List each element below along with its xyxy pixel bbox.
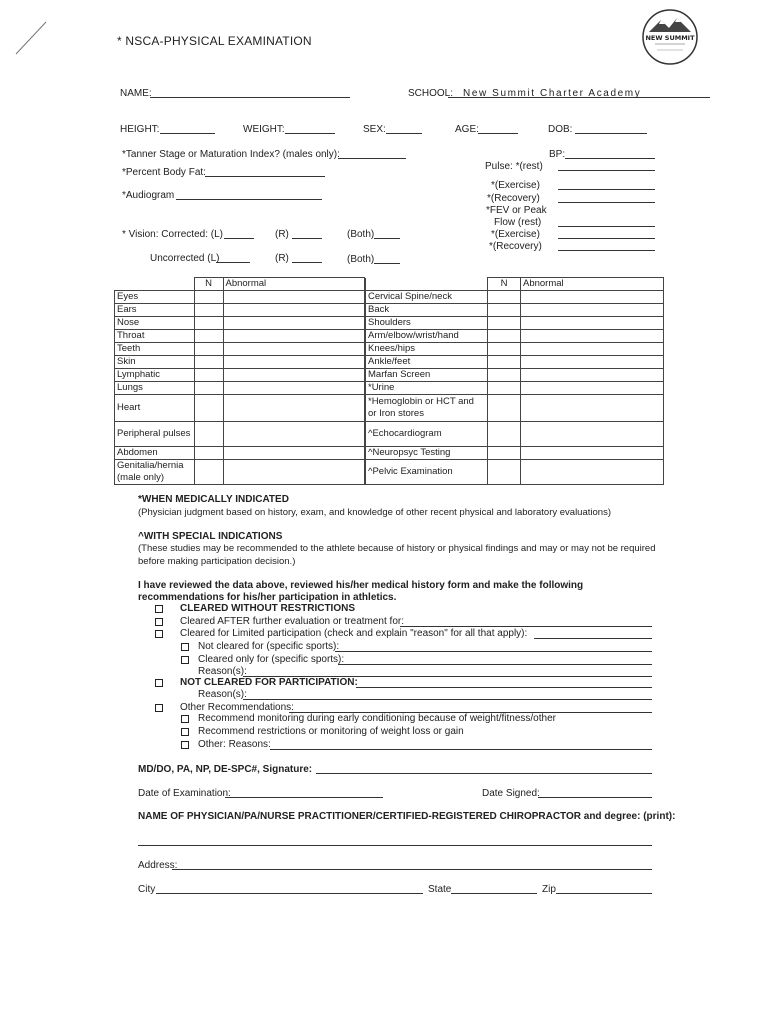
- exam-row-label: Heart: [115, 395, 195, 422]
- age-label: AGE:: [455, 124, 479, 135]
- checkbox-not-cleared[interactable]: [155, 679, 163, 687]
- exam-row-label: Cervical Spine/neck: [366, 291, 488, 304]
- uncorrected-label: Uncorrected (L): [150, 253, 220, 264]
- pulse-label: Pulse: *(rest): [485, 161, 543, 172]
- state-field[interactable]: [451, 893, 537, 894]
- cleared-after-label: Cleared AFTER further evaluation or treatment for:: [180, 616, 404, 627]
- recovery2-label: *(Recovery): [489, 241, 542, 252]
- exam-row-label: ^Neuropsyc Testing: [366, 447, 488, 460]
- abnormal-cell[interactable]: [223, 317, 365, 330]
- vision-l-field[interactable]: [224, 238, 254, 239]
- n-cell[interactable]: [488, 343, 521, 356]
- zip-label: Zip: [542, 884, 556, 895]
- svg-text:NEW SUMMIT: NEW SUMMIT: [645, 34, 695, 42]
- exercise2-field[interactable]: [558, 238, 655, 239]
- abnormal-cell[interactable]: [521, 460, 664, 485]
- n-cell[interactable]: [194, 304, 223, 317]
- not-cleared-label: NOT CLEARED FOR PARTICIPATION:: [180, 677, 358, 688]
- exam-row-label: *Urine: [366, 382, 488, 395]
- limited-participation-label: Cleared for Limited participation (check and explain "reason" for all that apply):: [180, 628, 528, 639]
- n-cell[interactable]: [488, 395, 521, 422]
- other-reasons-field[interactable]: [270, 749, 652, 750]
- abnormal-cell[interactable]: [223, 395, 365, 422]
- cleared-only-for-field[interactable]: [338, 664, 652, 665]
- exam-date-label: Date of Examination:: [138, 788, 231, 799]
- height-field[interactable]: [160, 133, 215, 134]
- exercise-field[interactable]: [558, 189, 655, 190]
- abnormal-cell[interactable]: [521, 395, 664, 422]
- n-cell[interactable]: [488, 304, 521, 317]
- abnormal-cell[interactable]: [223, 447, 365, 460]
- abnormal-cell[interactable]: [521, 369, 664, 382]
- other-reasons-label: Other: Reasons:: [198, 739, 271, 750]
- school-label: SCHOOL:: [408, 88, 454, 99]
- n-cell[interactable]: [488, 369, 521, 382]
- abnormal-cell[interactable]: [223, 369, 365, 382]
- flow-label: Flow (rest): [494, 217, 542, 228]
- n-cell[interactable]: [194, 395, 223, 422]
- reasons2-field[interactable]: [243, 699, 652, 700]
- n-cell[interactable]: [194, 422, 223, 447]
- exam-row-label: Lungs: [115, 382, 195, 395]
- sex-field[interactable]: [386, 133, 422, 134]
- recovery-label: *(Recovery): [487, 193, 540, 204]
- n-cell[interactable]: [488, 382, 521, 395]
- other-recommendations-label: Other Recommendations:: [180, 702, 294, 713]
- vision-r-label: (R): [275, 229, 289, 240]
- checkbox-other-recommendations[interactable]: [155, 704, 163, 712]
- age-field[interactable]: [478, 133, 518, 134]
- exam-row-label: Nose: [115, 317, 195, 330]
- n-cell[interactable]: [488, 291, 521, 304]
- not-cleared-for-label: Not cleared for (specific sports):: [198, 641, 340, 652]
- checkbox-recommend-monitoring[interactable]: [181, 715, 189, 723]
- state-label: State: [428, 884, 452, 895]
- not-cleared-field[interactable]: [356, 687, 652, 688]
- physician-name-field[interactable]: [138, 845, 652, 846]
- exam-row-label: Abdomen: [115, 447, 195, 460]
- abnormal-cell[interactable]: [521, 422, 664, 447]
- n-cell[interactable]: [488, 447, 521, 460]
- special-indications-text-2: before making participation decision.): [138, 556, 296, 567]
- cleared-after-field[interactable]: [400, 626, 652, 627]
- special-indications-text-1: (These studies may be recommended to the athlete because of history or physical findings and may or may not be required: [138, 543, 656, 554]
- recovery-field[interactable]: [558, 202, 655, 203]
- audiogram-field[interactable]: [176, 199, 322, 200]
- vision-label: * Vision: Corrected: (L): [122, 229, 223, 240]
- n-cell[interactable]: [194, 291, 223, 304]
- dob-field[interactable]: [575, 133, 647, 134]
- name-field[interactable]: [150, 97, 350, 98]
- n-cell[interactable]: [488, 330, 521, 343]
- body-fat-label: *Percent Body Fat:: [122, 167, 206, 178]
- n-cell[interactable]: [194, 317, 223, 330]
- abnormal-cell[interactable]: [521, 304, 664, 317]
- n-cell[interactable]: [488, 356, 521, 369]
- checkbox-recommend-restrictions[interactable]: [181, 728, 189, 736]
- vision-r-field[interactable]: [292, 238, 322, 239]
- n-cell[interactable]: [488, 460, 521, 485]
- exam-row-label: Back: [366, 304, 488, 317]
- bp-label: BP:: [549, 149, 566, 160]
- n-cell[interactable]: [194, 369, 223, 382]
- not-cleared-for-field[interactable]: [335, 651, 652, 652]
- sex-label: SEX:: [363, 124, 386, 135]
- abnormal-cell[interactable]: [521, 356, 664, 369]
- n-cell[interactable]: [194, 460, 223, 485]
- exam-row-label: Arm/elbow/wrist/hand: [366, 330, 488, 343]
- recovery2-field[interactable]: [558, 250, 655, 251]
- abnormal-cell[interactable]: [521, 343, 664, 356]
- physician-name-label: NAME OF PHYSICIAN/PA/NURSE PRACTITIONER/CERTIFIED-REGISTERED CHIROPRACTOR and degree: (print):: [138, 811, 676, 822]
- vision-both-label: (Both): [347, 229, 375, 240]
- exam-row-label: Shoulders: [366, 317, 488, 330]
- school-logo-icon: [641, 8, 699, 66]
- table-corner: [115, 278, 195, 291]
- checkbox-not-cleared-for[interactable]: [181, 643, 189, 651]
- abnormal-cell[interactable]: [521, 330, 664, 343]
- date-signed-field[interactable]: [538, 797, 652, 798]
- cleared-only-for-label: Cleared only for (specific sports):: [198, 654, 345, 665]
- abnormal-cell[interactable]: [223, 460, 365, 485]
- checkbox-cleared-after[interactable]: [155, 618, 163, 626]
- abnormal-cell[interactable]: [223, 356, 365, 369]
- exam-row-label: Teeth: [115, 343, 195, 356]
- address-label: Address:: [138, 860, 178, 871]
- col-n-header-right: N: [488, 278, 521, 291]
- col-abnormal-header-right: Abnormal: [521, 278, 664, 291]
- clearance-intro-1: I have reviewed the data above, reviewed his/her medical history form and make the following: [138, 580, 584, 591]
- abnormal-cell[interactable]: [223, 422, 365, 447]
- address-field[interactable]: [172, 869, 652, 870]
- uncorrected-r-label: (R): [275, 253, 289, 264]
- tanner-label: *Tanner Stage or Maturation Index? (males only):: [122, 149, 340, 160]
- exam-table-left: [114, 277, 365, 485]
- n-cell[interactable]: [194, 382, 223, 395]
- exam-row-label: Throat: [115, 330, 195, 343]
- exam-row-label: Genitalia/hernia (male only): [115, 460, 195, 485]
- exam-table-right: [365, 277, 664, 485]
- recommend-monitoring-label: Recommend monitoring during early conditioning because of weight/fitness/other: [198, 713, 556, 724]
- special-indications-title: ^WITH SPECIAL INDICATIONS: [138, 531, 283, 542]
- pulse-field[interactable]: [558, 170, 655, 171]
- limited-participation-field[interactable]: [534, 638, 652, 639]
- exam-row-label: Ankle/feet: [366, 356, 488, 369]
- exam-row-label: Knees/hips: [366, 343, 488, 356]
- clearance-intro-2: recommendations for his/her participation in athletics.: [138, 592, 397, 603]
- uncorrected-both-label: (Both): [347, 254, 375, 265]
- abnormal-cell[interactable]: [223, 382, 365, 395]
- checkbox-cleared-only-for[interactable]: [181, 656, 189, 664]
- height-label: HEIGHT:: [120, 124, 160, 135]
- dob-label: DOB:: [548, 124, 573, 135]
- abnormal-cell[interactable]: [521, 291, 664, 304]
- exam-row-label: Skin: [115, 356, 195, 369]
- n-cell[interactable]: [488, 317, 521, 330]
- exam-row-label: Marfan Screen: [366, 369, 488, 382]
- bp-field[interactable]: [565, 158, 655, 159]
- abnormal-cell[interactable]: [521, 317, 664, 330]
- fev-label: *FEV or Peak: [486, 205, 547, 216]
- form-title: * NSCA-PHYSICAL EXAMINATION: [117, 34, 312, 48]
- col-abnormal-header: Abnormal: [223, 278, 365, 291]
- flow-field[interactable]: [558, 226, 655, 227]
- weight-label: WEIGHT:: [243, 124, 285, 135]
- uncorrected-r-field[interactable]: [292, 262, 322, 263]
- uncorrected-both-field[interactable]: [374, 263, 400, 264]
- abnormal-cell[interactable]: [521, 382, 664, 395]
- exam-row-label: Ears: [115, 304, 195, 317]
- n-cell[interactable]: [194, 356, 223, 369]
- abnormal-cell[interactable]: [223, 304, 365, 317]
- col-n-header: N: [194, 278, 223, 291]
- signature-field[interactable]: [316, 773, 652, 774]
- n-cell[interactable]: [488, 422, 521, 447]
- school-value: New Summit Charter Academy: [463, 88, 642, 99]
- exercise2-label: *(Exercise): [491, 229, 540, 240]
- exam-row-label: Peripheral pulses: [115, 422, 195, 447]
- table-corner-right: [366, 278, 488, 291]
- exam-row-label: *Hemoglobin or HCT and or Iron stores: [366, 395, 488, 422]
- n-cell[interactable]: [194, 343, 223, 356]
- scan-mark: [14, 20, 50, 56]
- exercise-label: *(Exercise): [491, 180, 540, 191]
- weight-field[interactable]: [285, 133, 335, 134]
- checkbox-other-reasons[interactable]: [181, 741, 189, 749]
- reasons-label: Reason(s):: [198, 666, 247, 677]
- exam-row-label: ^Pelvic Examination: [366, 460, 488, 485]
- reasons2-label: Reason(s):: [198, 689, 247, 700]
- uncorrected-l-field[interactable]: [216, 262, 250, 263]
- body-fat-field[interactable]: [205, 176, 325, 177]
- date-signed-label: Date Signed:: [482, 788, 540, 799]
- abnormal-cell[interactable]: [223, 291, 365, 304]
- city-field[interactable]: [156, 893, 423, 894]
- cleared-without-restrictions-label: CLEARED WITHOUT RESTRICTIONS: [180, 603, 355, 614]
- abnormal-cell[interactable]: [223, 343, 365, 356]
- exam-row-label: ^Echocardiogram: [366, 422, 488, 447]
- checkbox-cleared-without-restrictions[interactable]: [155, 605, 163, 613]
- audiogram-label: *Audiogram: [122, 190, 175, 201]
- zip-field[interactable]: [556, 893, 652, 894]
- abnormal-cell[interactable]: [223, 330, 365, 343]
- checkbox-limited-participation[interactable]: [155, 630, 163, 638]
- exam-row-label: Eyes: [115, 291, 195, 304]
- recommend-restrictions-label: Recommend restrictions or monitoring of weight loss or gain: [198, 726, 464, 737]
- medically-indicated-title: *WHEN MEDICALLY INDICATED: [138, 494, 289, 505]
- exam-date-field[interactable]: [225, 797, 383, 798]
- name-label: NAME:: [120, 88, 152, 99]
- n-cell[interactable]: [194, 447, 223, 460]
- exam-row-label: Lymphatic: [115, 369, 195, 382]
- city-label: City: [138, 884, 156, 895]
- signature-label: MD/DO, PA, NP, DE-SPC#, Signature:: [138, 764, 313, 775]
- tanner-field[interactable]: [338, 158, 406, 159]
- abnormal-cell[interactable]: [521, 447, 664, 460]
- medically-indicated-text: (Physician judgment based on history, exam, and knowledge of other recent physical and laboratory evaluations): [138, 507, 611, 518]
- vision-both-field[interactable]: [374, 238, 400, 239]
- n-cell[interactable]: [194, 330, 223, 343]
